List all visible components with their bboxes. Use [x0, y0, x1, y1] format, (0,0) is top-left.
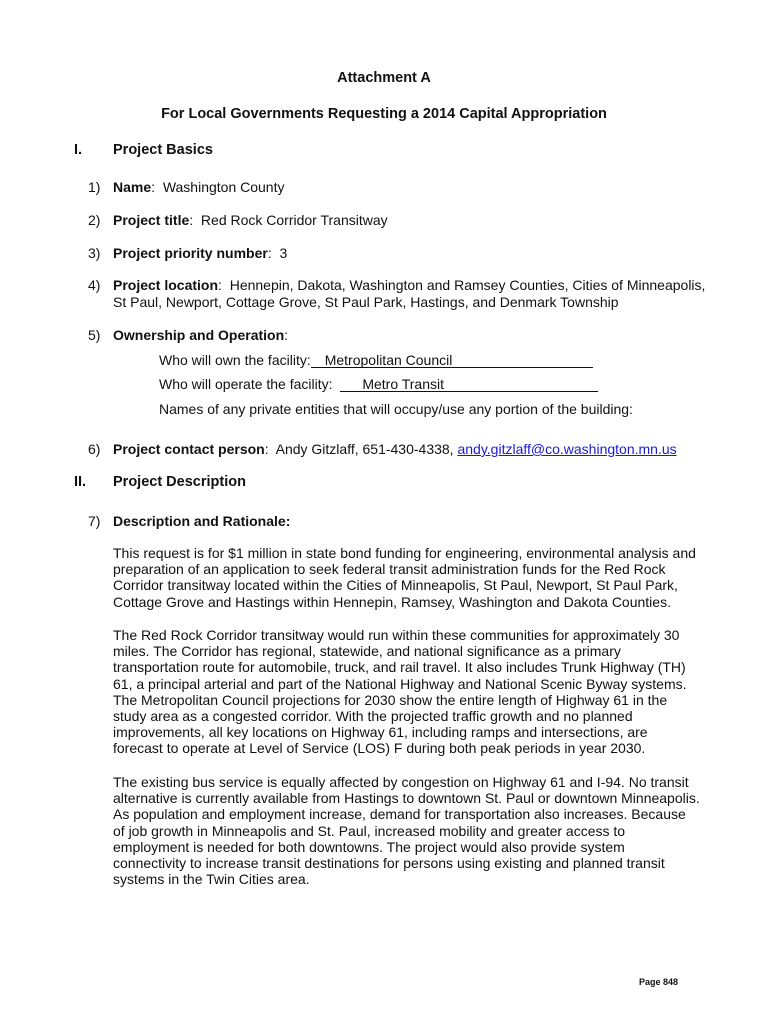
paragraph-3-line: of job growth in Minneapolis and St. Paul, increased mobility and greater access to — [113, 822, 626, 839]
paragraph-3-line: connectivity to increase transit destinations for persons using existing and planned transit — [113, 855, 665, 872]
paragraph-2-line: The Metropolitan Council projections for 2030 show the entire length of Highway 61 in the — [113, 691, 668, 708]
attachment-heading: Attachment A — [337, 70, 431, 86]
operator-field — [340, 376, 598, 392]
paragraph-2 — [113, 627, 703, 757]
page-number: Page 848 — [638, 977, 678, 987]
item-priority: Project priority number: 3 — [113, 245, 288, 261]
item-7-number: 7) — [88, 513, 101, 529]
paragraph-1 — [113, 545, 703, 610]
priority-label: Project priority number — [113, 245, 268, 261]
project-title-value: Red Rock Corridor Transitway — [200, 212, 388, 228]
owner-field — [311, 352, 593, 368]
paragraph-3-line: alternative is currently available from Hastings to downtown St. Paul or downtown Minneapolis. — [113, 790, 700, 807]
paragraph-2-line: forecast to operate at Level of Service (LOS) F during both peak periods in year 2030. — [113, 740, 646, 757]
document-subtitle: For Local Governments Requesting a 2014 Capital Appropriation — [161, 106, 607, 122]
paragraph-2-line: study area as a congested corridor. With the projected traffic growth and no planned — [113, 708, 633, 725]
operator-value: Metro Transit — [362, 376, 445, 392]
item-location: Project location: Hennepin, Dakota, Washington and Ramsey Counties, Cities of Minneapolis, — [113, 277, 706, 293]
description-label: Description and Rationale: — [113, 513, 291, 529]
section-2-number: II. — [74, 474, 87, 490]
owner-label: Who will own the facility: — [159, 352, 311, 368]
paragraph-3-line: As population and employment increase, demand for transportation also increases. Because — [113, 806, 686, 823]
paragraph-2-line: improvements, all key locations on Highway 61, including ramps and intersections, are — [113, 724, 648, 741]
private-entities-label: Names of any private entities that will occupy/use any portion of the building: — [159, 401, 633, 417]
paragraph-3-line: The existing bus service is equally affected by congestion on Highway 61 and I-94. No transit — [113, 774, 689, 790]
section-1-number: I. — [74, 142, 83, 158]
operator-label: Who will operate the facility: — [159, 376, 333, 392]
section-1-title: Project Basics — [113, 142, 213, 158]
item-3-number: 3) — [88, 245, 101, 261]
priority-value: 3 — [279, 245, 288, 261]
item-6-number: 6) — [88, 441, 101, 457]
name-value: Washington County — [162, 179, 285, 195]
paragraph-2-line: 61, a principal arterial and part of the National Highway and National Scenic Byway systems. — [113, 675, 687, 692]
paragraph-2-line: transportation route for automobile, truck, and rail travel. It also includes Trunk Highway (TH) — [113, 659, 686, 676]
owner-row — [159, 352, 593, 368]
contact-email-link[interactable]: andy.gitzlaff@co.washington.mn.us — [457, 441, 677, 457]
name-label: Name — [113, 179, 152, 195]
paragraph-3-line: systems in the Twin Cities area. — [113, 871, 310, 888]
ownership-label: Ownership and Operation — [113, 327, 285, 343]
item-ownership: Ownership and Operation: — [113, 327, 289, 343]
paragraph-1-line: This request is for $1 million in state bond funding for engineering, environmental analysis and — [113, 545, 696, 561]
location-value-line1: Hennepin, Dakota, Washington and Ramsey Counties, Cities of Minneapolis, — [229, 277, 706, 293]
operator-row — [159, 376, 598, 392]
item-contact: Project contact person: Andy Gitzlaff, 651-430-4338, andy.gitzlaff@co.washington.mn.us — [113, 441, 677, 457]
location-label: Project location — [113, 277, 219, 293]
item-project-title: Project title: Red Rock Corridor Transitway — [113, 212, 388, 228]
location-value-line2: St Paul, Newport, Cottage Grove, St Paul Park, Hastings, and Denmark Township — [113, 294, 619, 310]
item-name: Name: Washington County — [113, 179, 285, 195]
contact-label: Project contact person — [113, 441, 265, 457]
paragraph-2-line: The Red Rock Corridor transitway would run within these communities for approximately 30 — [113, 627, 680, 643]
owner-value: Metropolitan Council — [324, 352, 453, 368]
project-title-label: Project title — [113, 212, 190, 228]
paragraph-1-line: Corridor transitway located within the Cities of Minneapolis, St Paul, Newport, St Paul Park, — [113, 577, 678, 594]
paragraph-3-line: employment is needed for both downtowns. The project would also provide system — [113, 838, 625, 855]
item-4-number: 4) — [88, 277, 101, 293]
paragraph-3 — [113, 774, 703, 887]
item-5-number: 5) — [88, 327, 101, 343]
item-1-number: 1) — [88, 179, 101, 195]
item-2-number: 2) — [88, 212, 101, 228]
contact-value: Andy Gitzlaff, 651-430-4338, — [275, 441, 454, 457]
paragraph-1-line: Cottage Grove and Hastings within Hennepin, Ramsey, Washington and Dakota Counties. — [113, 593, 671, 610]
section-2-title: Project Description — [113, 474, 246, 490]
paragraph-2-line: miles. The Corridor has regional, statewide, and national significance as a primary — [113, 643, 621, 660]
paragraph-1-line: preparation of an application to seek federal transit administration funds for the Red Rock — [113, 561, 666, 578]
